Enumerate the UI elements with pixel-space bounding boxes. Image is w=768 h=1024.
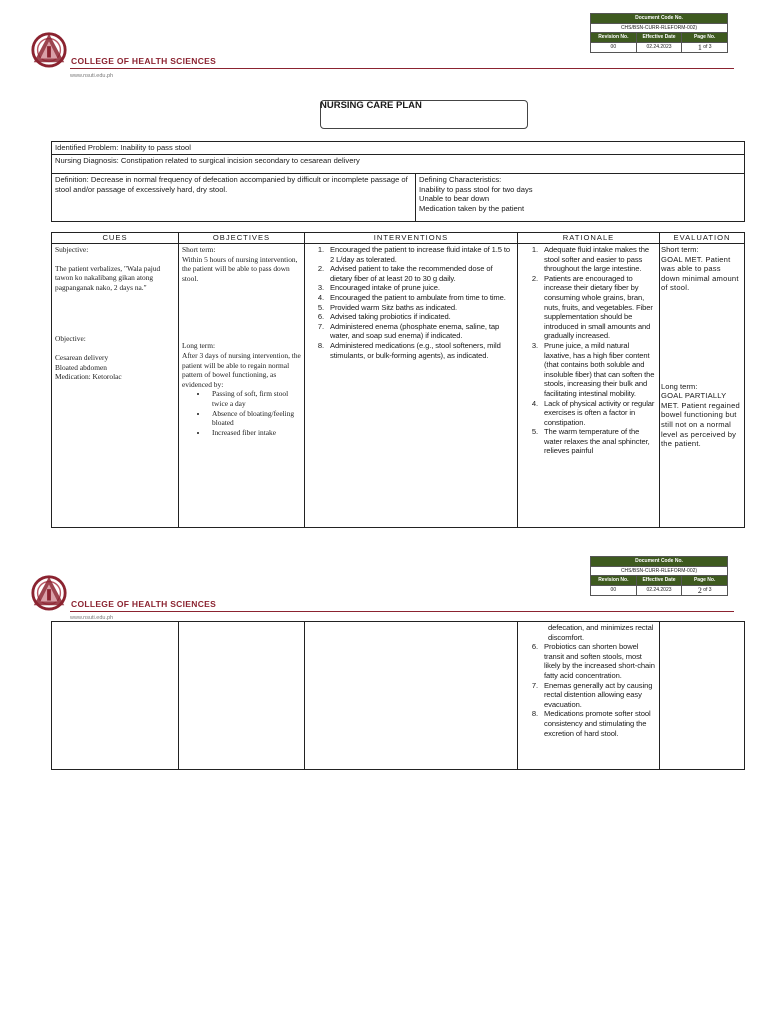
- eval-long-label: Long term:: [661, 381, 698, 391]
- website-link[interactable]: www.nsuti.edu.ph: [70, 73, 114, 79]
- intervention-item: 7. Administered enema (phosphate enema, saline, tap water, and soap sud enema) if indicated.: [326, 322, 514, 341]
- intervention-item: 4. Encouraged the patient to ambulate from time to time.: [326, 293, 514, 303]
- cues-cell: [52, 622, 179, 770]
- intervention-item: 6. Advised taking probiotics if indicated.: [326, 312, 514, 322]
- criteria-item: • Increased fiber intake: [208, 428, 301, 438]
- revision-label: Revision No.: [591, 33, 637, 42]
- care-plan-table: [51, 232, 745, 528]
- intervention-item: 5. Provided warm Sitz baths as indicated.: [326, 303, 514, 313]
- college-name: COLLEGE OF HEALTH SCIENCES: [71, 599, 217, 609]
- defining-characteristics: [416, 174, 745, 222]
- objectives-cell: [179, 622, 305, 770]
- page-title: NURSING CARE PLAN: [320, 100, 422, 111]
- defining-heading: Defining Characteristics:: [419, 175, 502, 184]
- subjective-label: Subjective:: [55, 245, 89, 254]
- objective-label: Objective:: [55, 334, 86, 344]
- eval-short-text: GOAL MET. Patient was able to pass down minimal amount of stool.: [661, 254, 739, 293]
- short-term-label: Short term:: [182, 245, 216, 254]
- identified-problem: Identified Problem: Inability to pass stool: [52, 142, 745, 155]
- criteria-item: • Passing of soft, firm stool twice a day: [208, 389, 301, 408]
- header-rule: [70, 611, 734, 612]
- intervention-item: 1. Encouraged the patient to increase fluid intake of 1.5 to 2 L/day as tolerated.: [326, 245, 514, 264]
- document-code-box: [590, 556, 728, 596]
- column-header-objectives: OBJECTIVES: [179, 233, 305, 244]
- short-term-objective: Within 5 hours of nursing intervention, the patient will be able to pass down stool.: [182, 254, 298, 283]
- defining-item: Unable to bear down: [419, 194, 490, 203]
- rationale-item: 5. The warm temperature of the water relaxes the anal sphincter, relieves painful: [540, 427, 656, 456]
- doc-code-value: CHS/BSN-CURR-RLEFORM-002): [591, 567, 727, 577]
- rationale-cell: [518, 244, 660, 528]
- document-code-box: [590, 13, 728, 53]
- page-of: of 3: [703, 44, 712, 51]
- page-label: Page No.: [682, 576, 727, 585]
- intervention-item: 8. Administered medications (e.g., stool softeners, mild stimulants, or bulk-forming agents), as indicated.: [326, 341, 514, 360]
- interventions-cell: [305, 244, 518, 528]
- eval-long-text: GOAL PARTIALLY MET. Patient regained bowel functioning but still not on a normal level as perceived by the patient.: [661, 391, 740, 449]
- rationale-item: 4. Lack of physical activity or regular exercises is often a factor in constipation.: [540, 399, 656, 428]
- revision-value: 00: [591, 43, 637, 53]
- rationale-item: 8. Medications promote softer stool consistency and stimulating the excretion of hard stool.: [540, 709, 656, 738]
- definition: Definition: Decrease in normal frequency of defecation accompanied by difficult or incomplete passage of stool and/or passage of excessively hard, dry stool.: [52, 174, 416, 222]
- objective-item: Medication: Ketorolac: [55, 372, 122, 382]
- effective-value: 02.24.2023: [637, 43, 683, 53]
- long-term-objective: After 3 days of nursing intervention, the patient will be able to regain normal pattern of bowel functioning, as evidenced by:: [182, 350, 301, 389]
- nursing-diagnosis: Nursing Diagnosis: Constipation related to surgical incision secondary to cesarean delivery: [52, 155, 745, 174]
- rationale-item: 1. Adequate fluid intake makes the stool softer and easier to pass throughout the large intestine.: [540, 245, 656, 274]
- eval-short-label: Short term:: [661, 245, 699, 254]
- column-header-interventions: INTERVENTIONS: [305, 233, 518, 244]
- college-logo: [30, 573, 68, 611]
- objectives-cell: [179, 244, 305, 528]
- rationale-continuation: defecation, and minimizes rectal discomfort.: [548, 623, 654, 642]
- cues-cell: [52, 244, 179, 528]
- doc-code-label: Document Code No.: [591, 557, 727, 567]
- column-header-rationale: RATIONALE: [518, 233, 660, 244]
- long-term-criteria: [182, 389, 301, 437]
- care-plan-table-continued: [51, 621, 745, 770]
- problem-table: [51, 141, 745, 222]
- website-link[interactable]: www.nsuti.edu.ph: [70, 615, 114, 621]
- effective-value: 02.24.2023: [637, 586, 683, 596]
- interventions-cell: [305, 622, 518, 770]
- college-name: COLLEGE OF HEALTH SCIENCES: [71, 56, 217, 66]
- intervention-item: 2. Advised patient to take the recommended dose of dietary fiber of at least 20 to 30 g daily.: [326, 264, 514, 283]
- objective-item: Cesarean delivery: [55, 352, 109, 362]
- college-logo: [30, 30, 68, 68]
- page-label: Page No.: [682, 33, 727, 42]
- subjective-text: The patient verbalizes, "Wala pajud tawon ko nakalibang gikan atong pagpanganak nako, 2 days na.": [55, 263, 161, 292]
- rationale-item: 7. Enemas generally act by causing rectal distention allowing easy evacuation.: [540, 681, 656, 710]
- defining-item: Inability to pass stool for two days: [419, 184, 533, 194]
- effective-label: Effective Date: [637, 33, 683, 42]
- rationale-item: 3. Prune juice, a mild natural laxative, has a high fiber content (that contains both soluble and insoluble fiber) that can soften the stools, increasing their bulk and facilitating intestinal mobility.: [540, 341, 656, 399]
- objective-item: Bloated abdomen: [55, 362, 107, 372]
- rationale-item: 6. Probiotics can shorten bowel transit and soften stools, most likely by the increased short-chain fatty acid concentration.: [540, 642, 656, 680]
- rationale-item: 2. Patients are encouraged to increase their dietary fiber by consuming whole grains, bran, nuts, fruits, and vegetables. Fiber supplementation should be introduced in small amounts and gradually increased.: [540, 274, 656, 341]
- doc-code-value: CHS/BSN-CURR-RLEFORM-002): [591, 24, 727, 34]
- rationale-cell: [518, 622, 660, 770]
- defining-item: Medication taken by the patient: [419, 203, 525, 213]
- header-rule: [70, 68, 734, 69]
- page-of: of 3: [703, 587, 712, 594]
- evaluation-cell: [660, 622, 745, 770]
- revision-label: Revision No.: [591, 576, 637, 585]
- evaluation-cell: [660, 244, 745, 528]
- intervention-item: 3. Encouraged intake of prune juice.: [326, 283, 514, 293]
- page-number: 1: [697, 42, 702, 52]
- criteria-item: • Absence of bloating/feeling bloated: [208, 409, 301, 428]
- revision-value: 00: [591, 586, 637, 596]
- effective-label: Effective Date: [637, 576, 683, 585]
- column-header-cues: CUES: [52, 233, 179, 244]
- column-header-evaluation: EVALUATION: [660, 233, 745, 244]
- long-term-label: Long term:: [182, 341, 216, 351]
- doc-code-label: Document Code No.: [591, 14, 727, 24]
- page-number: 2: [697, 585, 702, 595]
